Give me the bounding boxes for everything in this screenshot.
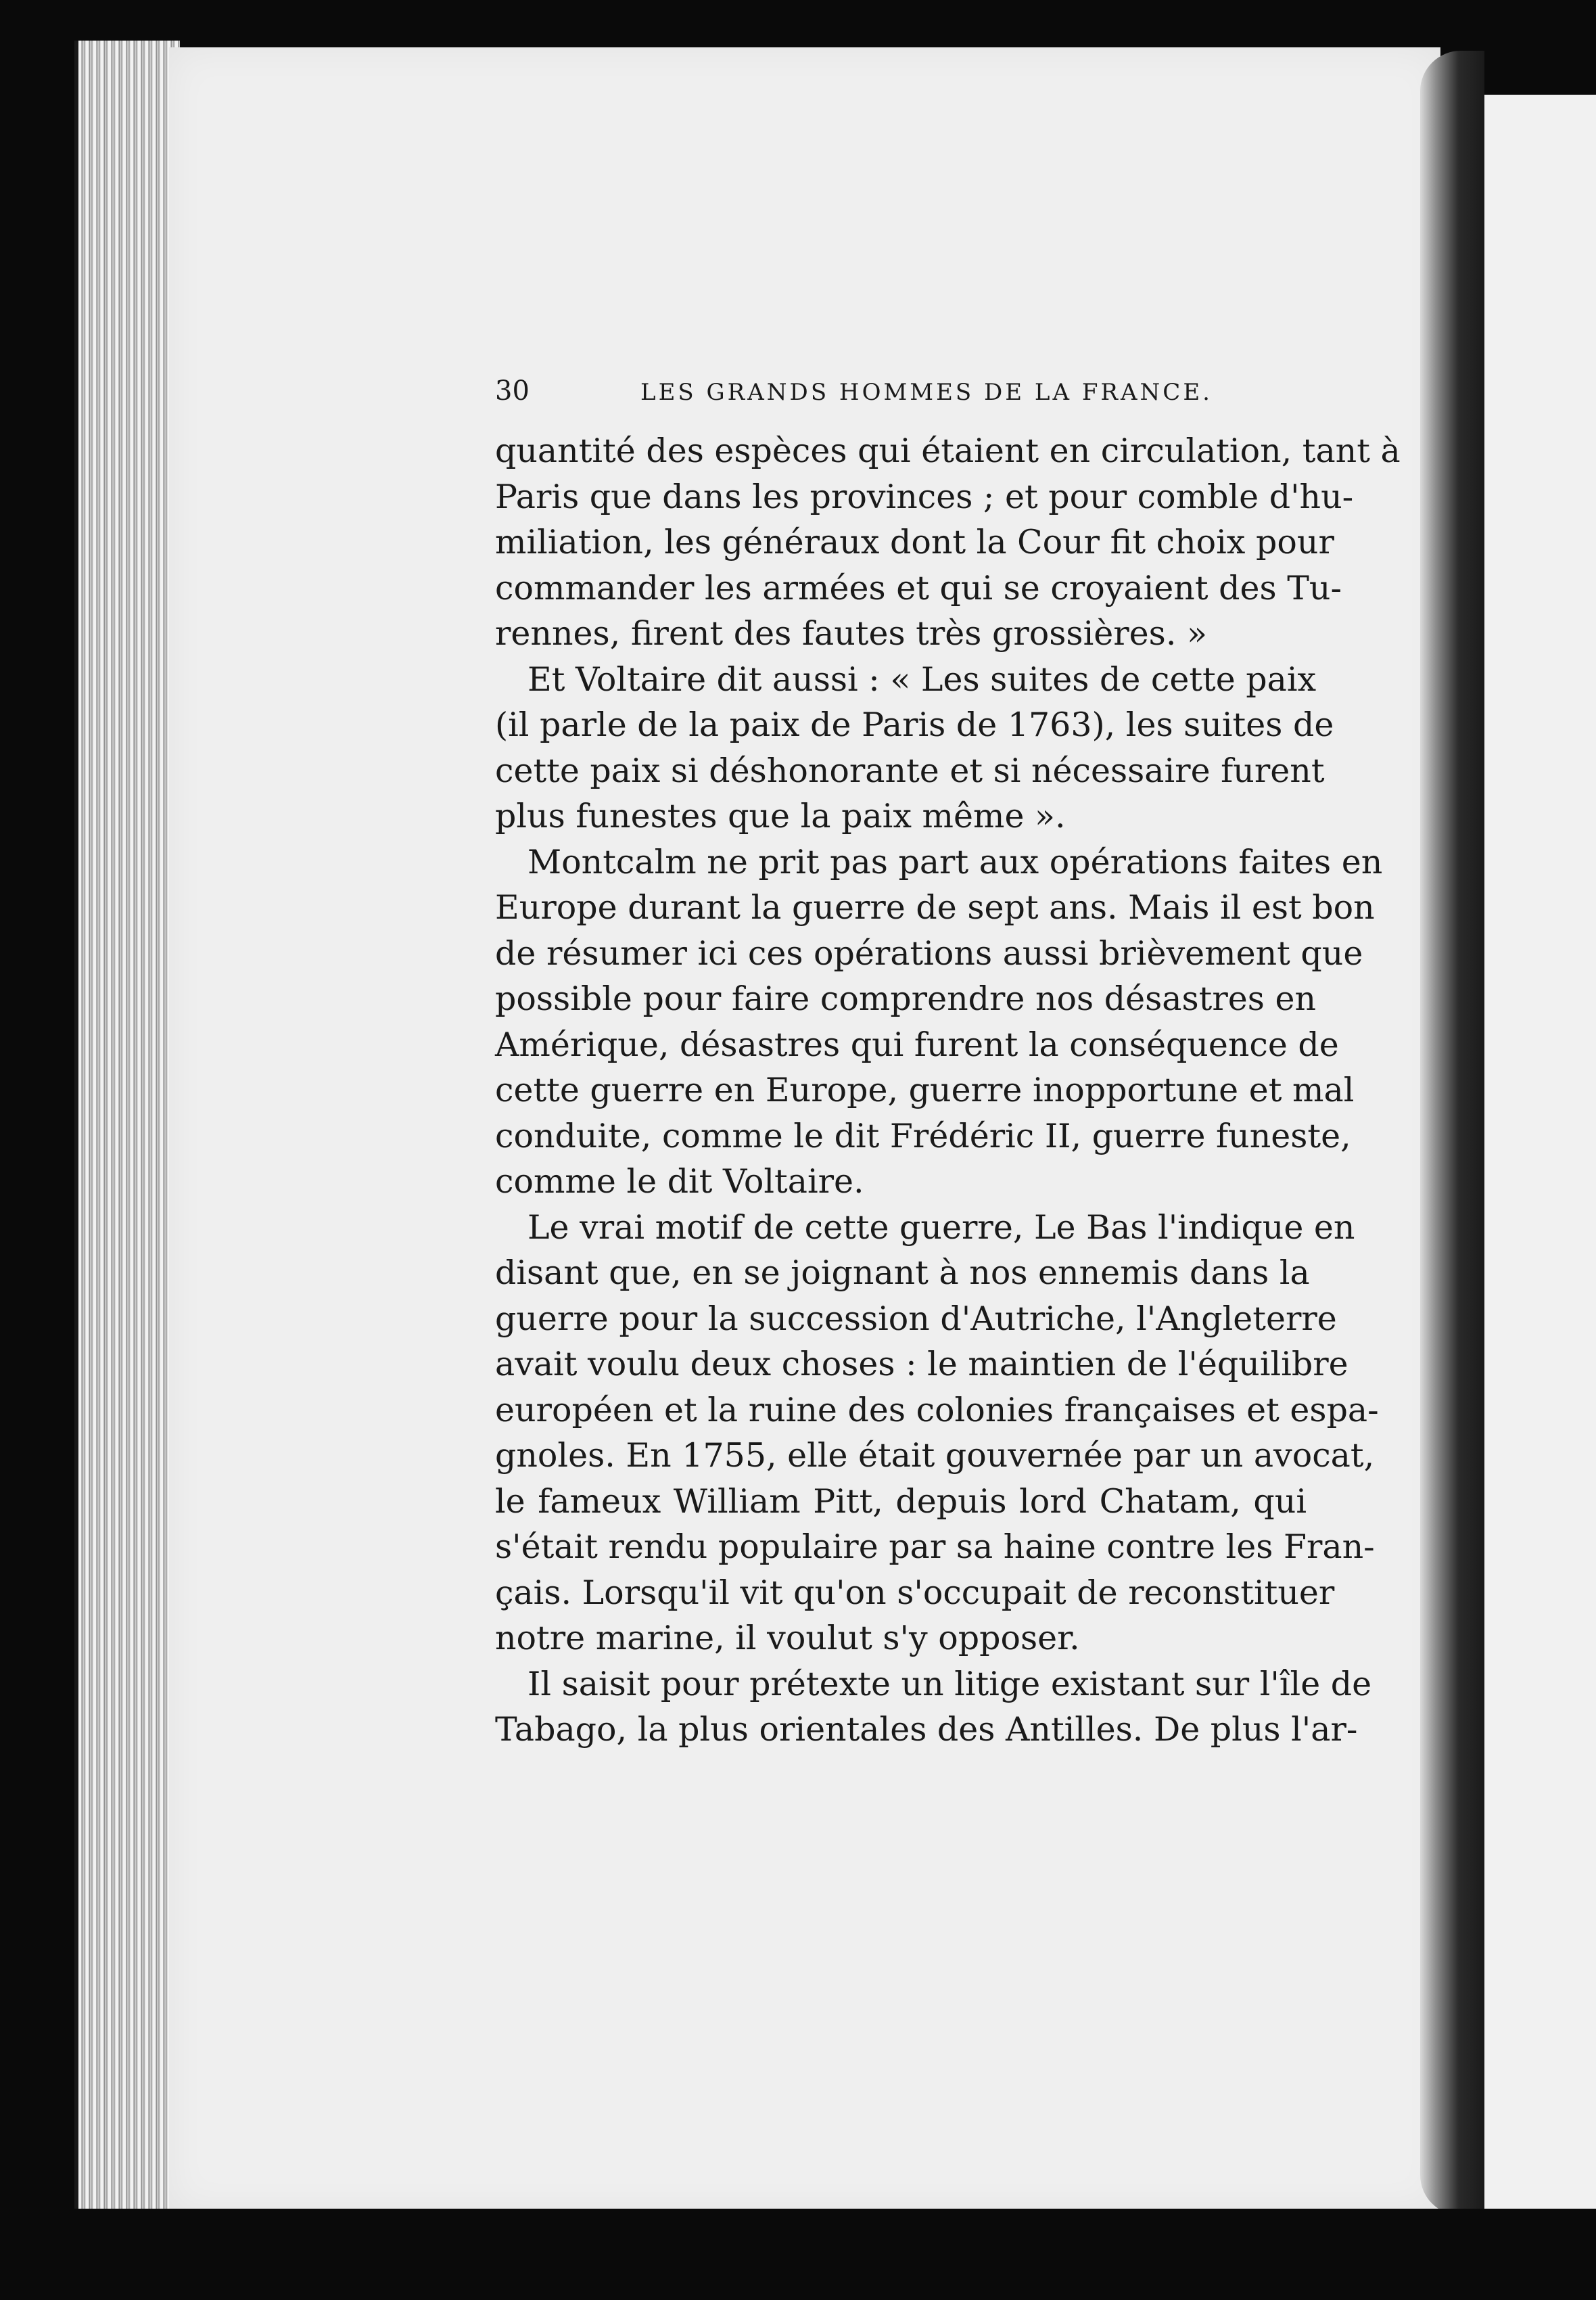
text-line: disant que, en se joignant à nos ennemis dans la [495, 1254, 1310, 1292]
text-line: s'était rendu populaire par sa haine contre les Fran- [495, 1527, 1375, 1566]
text-line: de résumer ici ces opérations aussi brièvement que [495, 934, 1363, 973]
book-gutter [1420, 51, 1484, 2215]
text-line: (il parle de la paix de Paris de 1763), les suites de [495, 706, 1334, 744]
text-line: Le vrai motif de cette guerre, Le Bas l'indique en [527, 1208, 1355, 1247]
text-line: cette guerre en Europe, guerre inopportune et mal [495, 1071, 1355, 1109]
text-line: Montcalm ne prit pas part aux opérations faites en [527, 842, 1383, 881]
text-line: Il saisit pour prétexte un litige existant sur l'île de [527, 1664, 1372, 1703]
text-line: Amérique, désastres qui furent la conséquence de [495, 1025, 1339, 1064]
text-line: Europe durant la guerre de sept ans. Mais il est bon [495, 888, 1375, 927]
text-line: quantité des espèces qui étaient en circulation, tant à [495, 432, 1401, 470]
text-line: le fameux William Pitt, depuis lord Chatam, qui [495, 1481, 1307, 1521]
text-line: européen et la ruine des colonies françaises et espa- [495, 1390, 1379, 1429]
text-line: plus funestes que la paix même ». [495, 797, 1066, 835]
text-line: notre marine, il voulut s'y opposer. [495, 1619, 1080, 1657]
text-line: guerre pour la succession d'Autriche, l'Angleterre [495, 1299, 1337, 1338]
text-line: commander les armées et qui se croyaient des Tu- [495, 568, 1342, 607]
next-page-edge [1484, 95, 1596, 2215]
text-line: Et Voltaire dit aussi : « Les suites de cette paix [527, 660, 1317, 699]
running-title: LES GRANDS HOMMES DE LA FRANCE. [640, 379, 1213, 406]
text-block [495, 375, 1401, 1753]
text-line: possible pour faire comprendre nos désastres en [495, 980, 1317, 1018]
text-line: çais. Lorsqu'il vit qu'on s'occupait de reconstituer [495, 1573, 1335, 1612]
text-line: cette paix si déshonorante et si nécessaire furent [495, 751, 1325, 790]
text-line: gnoles. En 1755, elle était gouvernée par un avocat, [495, 1436, 1375, 1475]
text-line: comme le dit Voltaire. [495, 1162, 864, 1201]
page-edges [74, 41, 180, 2215]
text-line: miliation, les généraux dont la Cour fit choix pour [495, 523, 1334, 561]
text-line: conduite, comme le dit Frédéric II, guerre funeste, [495, 1116, 1351, 1155]
page-number: 30 [495, 375, 530, 407]
text-line: Paris que dans les provinces ; et pour comble d'hu- [495, 477, 1354, 516]
text-line: rennes, firent des fautes très grossières. » [495, 614, 1207, 653]
scan-border [0, 2209, 1596, 2300]
running-head [495, 375, 1307, 416]
text-line: Tabago, la plus orientales des Antilles. De plus l'ar- [495, 1710, 1358, 1749]
text-line: avait voulu deux choses : le maintien de l'équilibre [495, 1345, 1348, 1383]
